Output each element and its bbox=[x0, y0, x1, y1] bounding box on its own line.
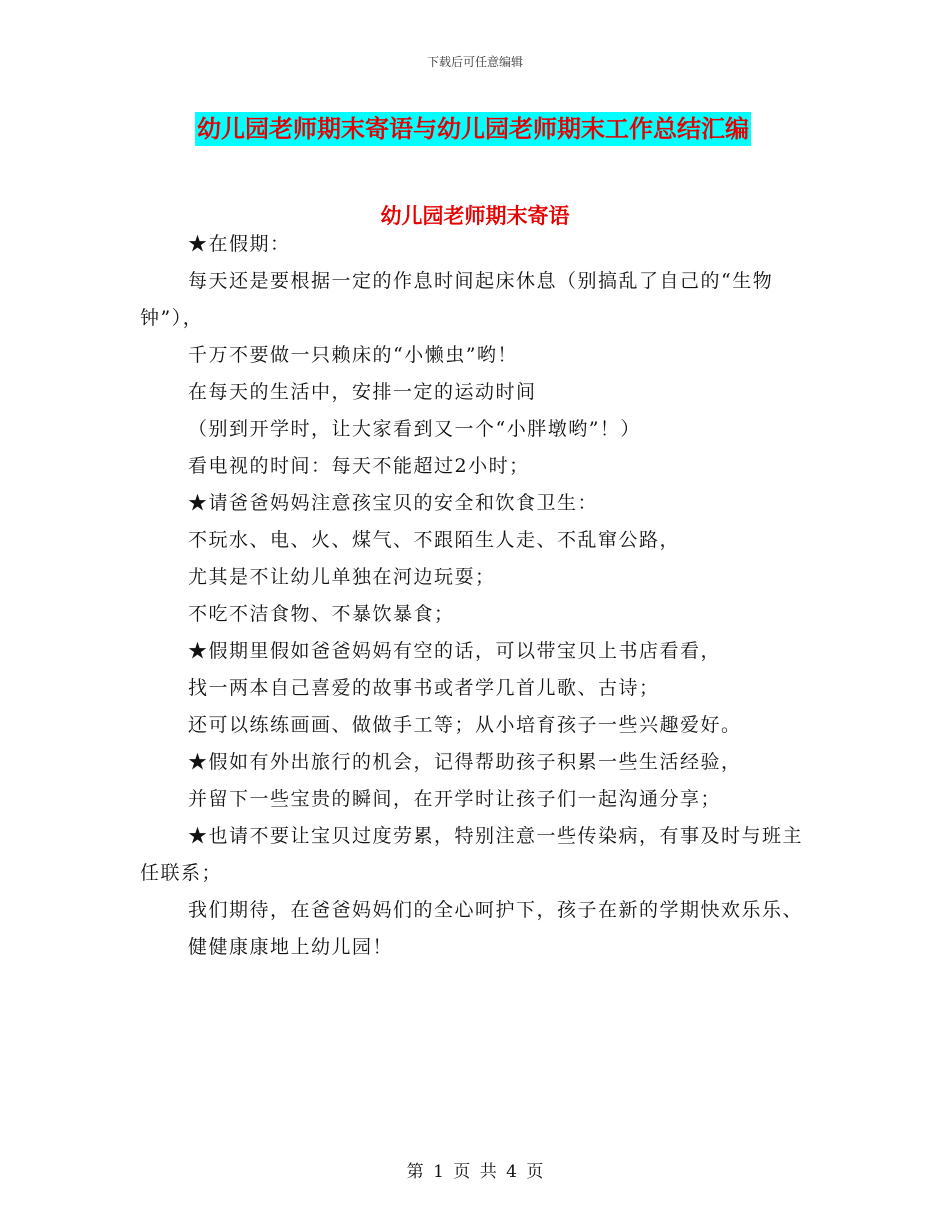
paragraph: 每天还是要根据一定的作息时间起床休息（别搞乱了自己的“生物钟”）， bbox=[140, 270, 774, 329]
paragraph: 找一两本自己喜爱的故事书或者学几首儿歌、古诗； bbox=[188, 677, 660, 699]
paragraph: 并留下一些宝贵的瞬间，在开学时让孩子们一起沟通分享； bbox=[188, 788, 722, 810]
paragraph: 在每天的生活中，安排一定的运动时间 bbox=[188, 381, 537, 403]
document-title: 幼儿园老师期末寄语与幼儿园老师期末工作总结汇编 bbox=[195, 112, 751, 146]
paragraph: 不吃不洁食物、不暴饮暴食； bbox=[188, 603, 455, 625]
section-title: 幼儿园老师期末寄语 bbox=[380, 203, 570, 228]
paragraph: 看电视的时间：每天不能超过2小时； bbox=[188, 455, 530, 477]
paragraph: 健健康康地上幼儿园！ bbox=[188, 936, 394, 958]
paragraph: ★在假期： bbox=[188, 233, 291, 255]
paragraph: 尤其是不让幼儿单独在河边玩耍； bbox=[188, 566, 496, 588]
paragraph: 不玩水、电、火、煤气、不跟陌生人走、不乱窜公路， bbox=[188, 529, 681, 551]
paragraph: ★请爸爸妈妈注意孩宝贝的安全和饮食卫生： bbox=[188, 492, 599, 514]
page-number: 第 1 页 共 4 页 bbox=[406, 1162, 544, 1182]
paragraph: 我们期待，在爸爸妈妈们的全心呵护下，孩子在新的学期快欢乐乐、 bbox=[188, 899, 804, 921]
document-body bbox=[140, 226, 808, 966]
paragraph: ★假如有外出旅行的机会，记得帮助孩子积累一些生活经验， bbox=[188, 751, 742, 773]
paragraph: 还可以练练画画、做做手工等；从小培育孩子一些兴趣爱好。 bbox=[188, 714, 742, 736]
paragraph: ★假期里假如爸爸妈妈有空的话，可以带宝贝上书店看看， bbox=[188, 640, 722, 662]
paragraph: 千万不要做一只赖床的“小懒虫”哟！ bbox=[188, 344, 518, 366]
paragraph: ★也请不要让宝贝过度劳累，特别注意一些传染病，有事及时与班主任联系； bbox=[140, 825, 804, 884]
page-header-note: 下载后可任意编辑 bbox=[426, 55, 523, 69]
paragraph: （别到开学时，让大家看到又一个“小胖墩哟”！） bbox=[188, 418, 641, 440]
